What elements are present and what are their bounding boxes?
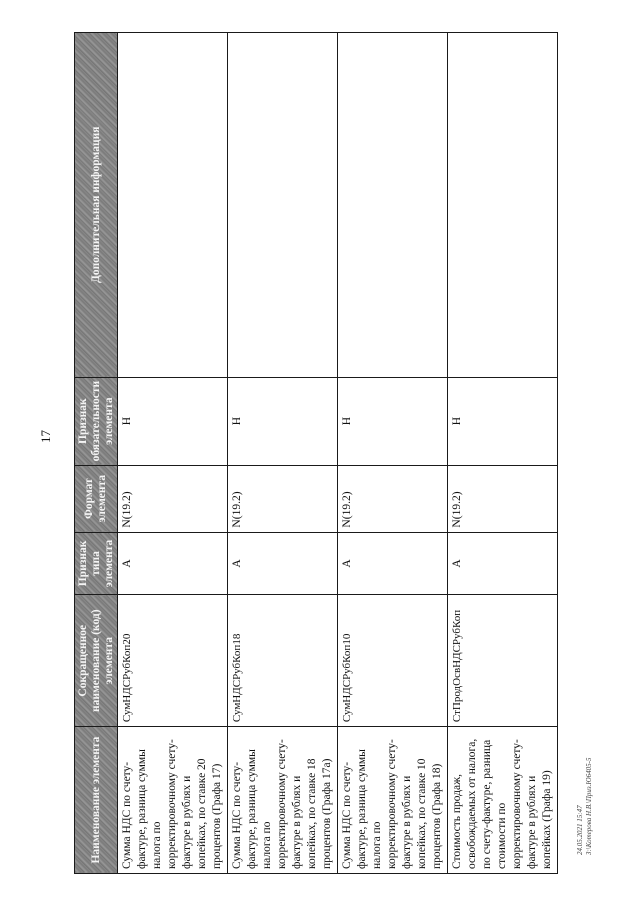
- header-name: Наименование элемента: [75, 727, 118, 874]
- cell-type: А: [338, 532, 448, 595]
- header-required: Признак обязательности элемента: [75, 377, 118, 465]
- cell-name: Сумма НДС по счету-фактуре, разница суммы налога по корректировочному счету-фактуре в рублях и копейках, по ставке 10 процентов (Графа 18): [338, 727, 448, 874]
- cell-type: А: [228, 532, 338, 595]
- cell-format: N(19.2): [228, 465, 338, 532]
- cell-name: Стоимость продаж, освобождаемых от налога, по счету-фактуре, разница стоимости по корректировочному счету-фактуре в рублях и копейках (Графа 19): [448, 727, 558, 874]
- cell-code: СтПродОсвНДСРубКоп: [448, 595, 558, 727]
- table-container: [74, 32, 553, 874]
- cell-format: N(19.2): [448, 465, 558, 532]
- cell-info: [338, 33, 448, 378]
- cell-code: СумНДСРубКоп10: [338, 595, 448, 727]
- table-row: [448, 33, 558, 874]
- file-stamp: [576, 758, 594, 855]
- cell-required: Н: [118, 377, 228, 465]
- table-row: [338, 33, 448, 874]
- table-row: [228, 33, 338, 874]
- cell-name: Сумма НДС по счету-фактуре, разница суммы налога по корректировочному счету-фактуре в рублях и копейках, по ставке 18 процентов (Графа 17а): [228, 727, 338, 874]
- stamp-path: З:\Котерова Н.В.\Приз.Ю6405-5: [585, 757, 593, 855]
- cell-name: Сумма НДС по счету-фактуре, разница суммы налога по корректировочному счету-фактуре в рублях и копейках, по ставке 20 процентов (Графа 17): [118, 727, 228, 874]
- table-header-row: [75, 33, 118, 874]
- table-row: [118, 33, 228, 874]
- cell-required: Н: [448, 377, 558, 465]
- cell-type: А: [448, 532, 558, 595]
- elements-table: [74, 32, 558, 874]
- cell-format: N(19.2): [118, 465, 228, 532]
- cell-required: Н: [338, 377, 448, 465]
- header-code: Сокращенное наименование (код) элемента: [75, 595, 118, 727]
- stamp-date: 24.05.2021 15:47: [576, 805, 584, 855]
- header-format: Формат элемента: [75, 465, 118, 532]
- page-number: 17: [38, 430, 53, 443]
- cell-code: СумНДСРубКоп20: [118, 595, 228, 727]
- cell-format: N(19.2): [338, 465, 448, 532]
- cell-info: [448, 33, 558, 378]
- header-info: Дополнительная информация: [75, 33, 118, 378]
- header-type: Признак типа элемента: [75, 532, 118, 595]
- cell-required: Н: [228, 377, 338, 465]
- cell-info: [228, 33, 338, 378]
- cell-info: [118, 33, 228, 378]
- cell-type: А: [118, 532, 228, 595]
- cell-code: СумНДСРубКоп18: [228, 595, 338, 727]
